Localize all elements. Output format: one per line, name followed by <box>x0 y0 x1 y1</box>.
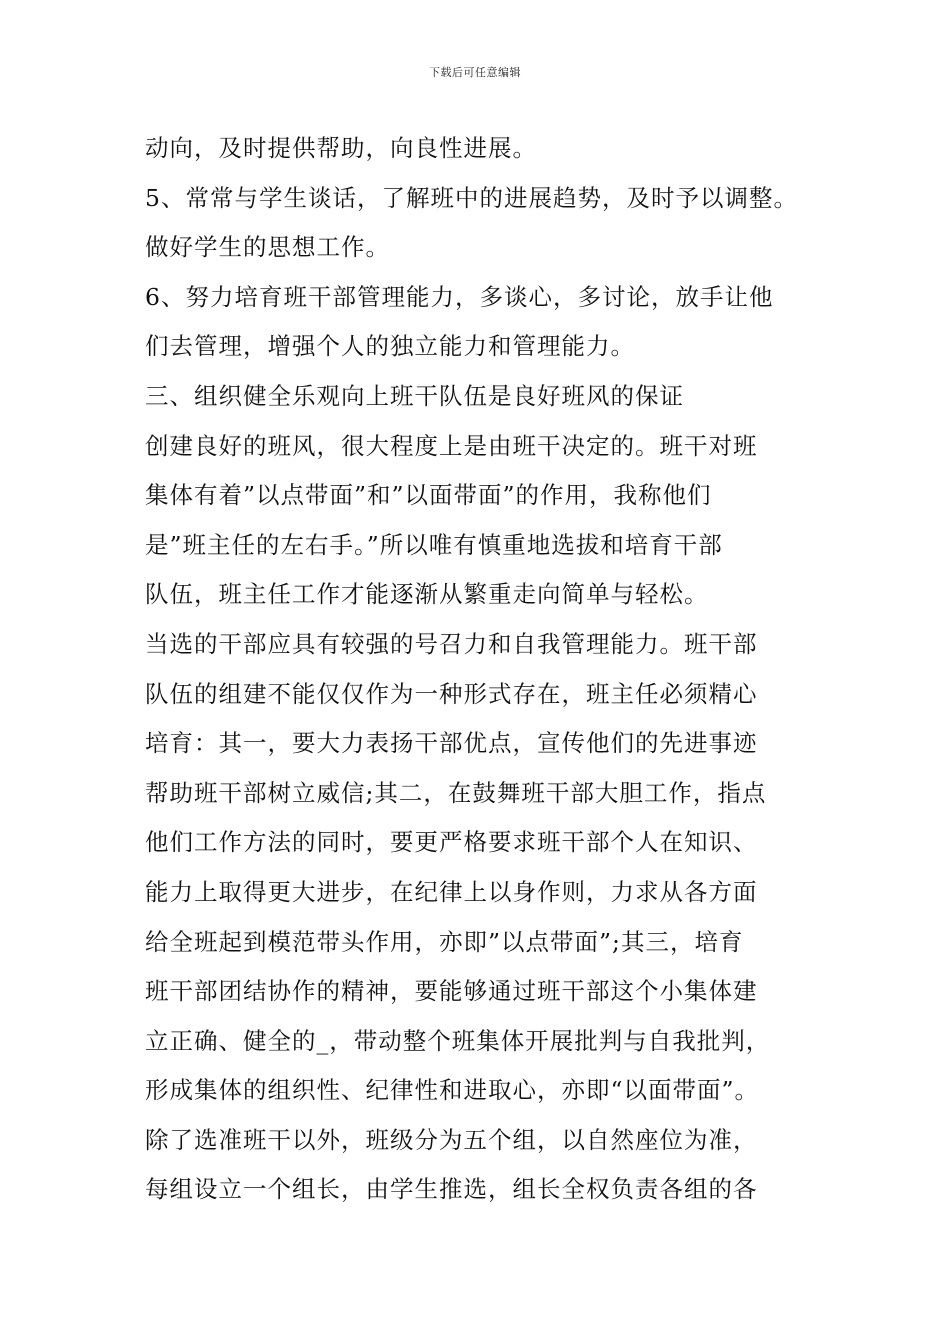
text-line: 班干部团结协作的精神，要能够通过班干部这个小集体建 <box>145 977 758 1006</box>
section-heading: 三、组织健全乐观向上班干队伍是良好班风的保证 <box>145 381 684 410</box>
page-header-note: 下载后可任意编辑 <box>429 66 521 79</box>
text-line: 帮助班干部树立威信;其二，在鼓舞班干部大胆工作，指点 <box>145 778 767 807</box>
text-line: 创建良好的班风，很大程度上是由班干决定的。班干对班 <box>145 431 758 460</box>
text-line: 能力上取得更大进步，在纪律上以身作则，力求从各方面 <box>145 877 758 906</box>
text-line: 每组设立一个组长，由学生推选，组长全权负责各组的各 <box>145 1175 758 1204</box>
text-line: 队伍，班主任工作才能逐渐从繁重走向简单与轻松。 <box>145 580 709 609</box>
text-line: 集体有着”以点带面”和”以面带面”的作用，我称他们 <box>145 481 712 510</box>
text-line: 除了选准班干以外，班级分为五个组，以自然座位为准， <box>145 1125 758 1154</box>
text-line: 培育：其一，要大力表扬干部优点，宣传他们的先进事迹 <box>145 729 758 758</box>
text-line: 给全班起到模范带头作用，亦即”以点带面”;其三，培育 <box>145 927 744 956</box>
text-line: 队伍的组建不能仅仅作为一种形式存在，班主任必须精心 <box>145 679 758 708</box>
text-line: 们去管理，增强个人的独立能力和管理能力。 <box>145 332 635 361</box>
text-line: 做好学生的思想工作。 <box>145 233 390 262</box>
text-line: 形成集体的组织性、纪律性和进取心，亦即“以面带面”。 <box>145 1076 760 1105</box>
text-line: 5、常常与学生谈话，了解班中的进展趋势，及时予以调整。 <box>145 183 798 212</box>
text-line: 是”班主任的左右手。”所以唯有慎重地选拔和培育干部 <box>145 530 723 559</box>
body-text <box>145 130 835 1221</box>
text-line: 他们工作方法的同时，要更严格要求班干部个人在知识、 <box>145 828 758 857</box>
text-line: 当选的干部应具有较强的号召力和自我管理能力。班干部 <box>145 629 758 658</box>
text-line: 立正确、健全的_，带动整个班集体开展批判与自我批判， <box>145 1026 771 1055</box>
text-line: 6、努力培育班干部管理能力，多谈心，多讨论，放手让他 <box>145 282 774 311</box>
text-line: 动向，及时提供帮助，向良性进展。 <box>145 134 537 162</box>
